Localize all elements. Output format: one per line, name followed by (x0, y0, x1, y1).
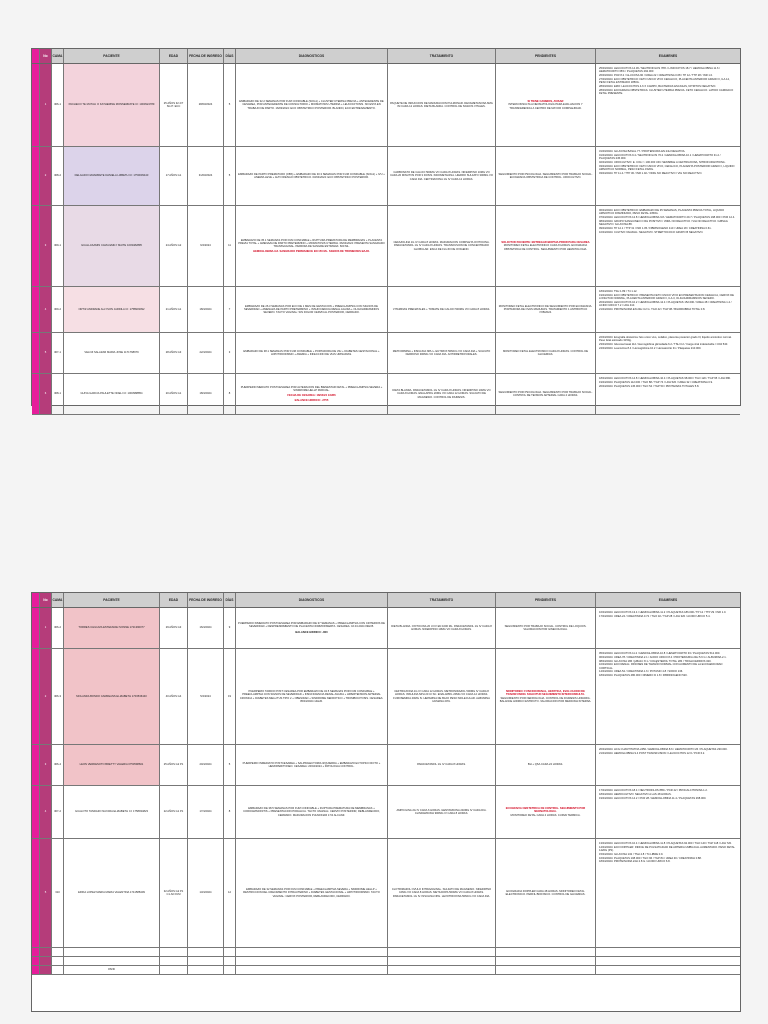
row-marker (32, 147, 40, 205)
diagnosis-cell (236, 786, 388, 838)
days-count: 7 (224, 287, 236, 332)
row-fecha (188, 948, 224, 956)
diagnosis-note: HEMOGLOBINA 9.8. SANGRADO PERMANECE EN 150 ML. SIGNOS DE TROMBOSIS BAJO. (253, 250, 370, 254)
diagnosis-cell (236, 649, 388, 744)
row-exam (596, 957, 740, 965)
bed-number: 306-2 (52, 608, 64, 648)
days-count: 11 (224, 206, 236, 286)
patient-age: 17 AÑOS G1 (160, 147, 188, 205)
patient-name: GUALOTO TANDAZO NAYARA ELIZABETH CI: 1758934823 (64, 786, 160, 838)
admission-date: 28/03/2024 (188, 64, 224, 146)
admission-date: 13/4/2024 (188, 839, 224, 947)
patient-row (32, 206, 740, 287)
row-pend (496, 948, 596, 956)
header-marker (32, 49, 40, 63)
row-number: 1 (40, 64, 52, 146)
diagnosis-cell (236, 206, 388, 286)
diagnosis-text: EMBARAZO DE 32 SEMANAS POR FUM CONFIABLE + PREECLAMPSIA SEVERA + SINDROME HELLP + RESTRICCION DEL CRECIMIENTO INTRAUTERINO + DIABETES GESTACIONAL + HIPOTIROIDISMO. TACTO VAGINAL: CERVIX POSTERIOR, REBLANDECIDO, CERRADO. (243, 888, 380, 898)
admission-date: 20/4/2024 (188, 745, 224, 785)
row-paciente (64, 948, 160, 956)
diagnosis-cell (236, 608, 388, 648)
pending-text: MONITOREO FETAL ELECTRONICO CADA 8 HORAS. CONTROL DE GLICEMIAS. (502, 349, 589, 356)
exam-line: 05/04/2024: LEUCOCITOS 11.2 / HEMOGLOBINA 10.8 / HEMATOCRITO 33 / PLAQUETAS 512.000. (599, 652, 721, 655)
diagnosis-cell (236, 147, 388, 205)
row-number: 3 (40, 745, 52, 785)
pending-cell (496, 786, 596, 838)
row-marker (32, 649, 40, 744)
days-count: 5 (224, 147, 236, 205)
pending-cell (496, 649, 596, 744)
diagnosis-cell (236, 333, 388, 373)
exam-line: 08/04/2024: GLUCOSA 186 / HBA1C 8.1 / COLESTEROL TOTAL 284 / TRIGLICERIDOS 320. (599, 659, 712, 663)
row-marker (32, 839, 40, 947)
diagnosis-text: EMBARAZO DE 32.2 SEMANAS POR FUM CONFIABLE (SOG1) + CLUSTER UTERINA PREVIA + ANTECEDENTE DE CESAREA, POR ANTECEDENTE DE CONSULTORIO + MIOMATOSIS UTERINA + LEUCOCITOSIS. NO ESTA EN TRABAJO DE PARTO. 16/03/2024: ECO OBSTETRICO POSTERIOR. BLANDO, ECO ENTRENAMIENTO. (239, 100, 384, 110)
row-edad (160, 948, 188, 956)
row-cama (52, 966, 64, 974)
exam-line: 25/03/2024: LEUCOCITOS 14.36 / NEUTROFILOS 78% / LINFOCITOS 18.7 / HEMOGLOBINA 11.6 / HEMATOCRITO 35% / PLAQUETAS 292.000 (599, 67, 720, 74)
diagnosis-text: PUERPERIO INMEDIATO POSTCESAREA POR EMBARAZO DE 37 SEMANAS + PREECLAMPSIA CON CRITERIOS DE SEVERIDAD + DESPRENDIMIENTO DE PLACENTA NORMOINSERTA. CESAREA: 16.04.2024 09H05. (238, 622, 385, 629)
row-no (40, 966, 52, 974)
admission-date: 18/4/2024 (188, 374, 224, 414)
row-number: 2 (40, 649, 52, 744)
bed-number: 306-1 (52, 64, 64, 146)
row-diag (236, 957, 388, 965)
patient-age: 22 AÑOS G1 P1 (160, 786, 188, 838)
exams-cell (596, 649, 740, 744)
exam-line: 26/03/2024: PCR 8.2 / GLUCOSA 90 / UREA 22 / CREATININA 0.68 / TP 12 / TTP 28 / INR 1.0. (599, 74, 713, 77)
pending-cell (496, 333, 596, 373)
patient-row (32, 287, 740, 333)
exam-line: 14/04/2024: UREA 54 / CREATININA 1.6 / POTASIO 4.8 / SODIO 136. (599, 670, 683, 674)
exam-line: 17/04/2024: UREA 24 / CREATININA 0.72 / TGO 32 / TGP 28 / LDH 320 / ACIDO URICO 5.4. (599, 614, 711, 618)
row-marker (32, 608, 40, 648)
row-no (40, 948, 52, 956)
exam-line: 16/04/2024: PLAQUETAS 108.000 / TGO 96 / TGP 84 / UREA 30 / CREATININA 0.88. (599, 856, 702, 860)
exam-line: 19/04/2024: PLAQUETAS 112.000 / TGO 88 / TGP 74 / LDH 520 / UREA 32 / CREATININA 0.9. (599, 380, 713, 384)
diagnosis-cell (236, 64, 388, 146)
exam-line: 08/04/2024: GRUPO SANGUINEO O RH POSITIVO / VDRL NO REACTIVO / VIH NO REACTIVO / HBSAG NEGATIVO / GLUCOSA 88. (599, 219, 728, 226)
diagnosis-note: BALANCE HIDRICO: -800 (295, 630, 328, 634)
row-fecha (188, 957, 224, 965)
exam-line: 18/04/2024: TSH 1.89 / T4 1.12. (599, 290, 638, 293)
header-paciente: PACIENTE (64, 593, 160, 607)
bed-number: 308-1 (52, 374, 64, 414)
pending-text: INTERCONSULTA A NEONATOLOGIA PARA EVALUACION Y TRANSFERENCIA A CENTRO DE MAYOR COMPLEJIDAD. (508, 103, 583, 110)
row-fecha (188, 966, 224, 974)
admission-date: 18/4/2024 (188, 287, 224, 332)
census-sheet-2 (31, 592, 741, 1012)
patient-age: 20 AÑOS G1 (160, 374, 188, 414)
exam-line: 31/03/2024: GLUCOSA BASAL 77 / PROTEINURIA EN 24H NEGATIVA. (599, 150, 686, 153)
days-count: 3 (224, 333, 236, 373)
exams-cell (596, 287, 740, 332)
row-number: 5 (40, 333, 52, 373)
pending-alert: SOLICITUD PACIENTE: ENTREGAR BIOPSIA PRIOR PARA CESAREA (501, 241, 590, 245)
row-edad (160, 957, 188, 965)
row-marker (32, 948, 40, 956)
patient-rows (32, 64, 740, 415)
header-cama: CAMA (52, 49, 64, 63)
bed-number: 307-2 (52, 786, 64, 838)
admission-date: 17/4/2024 (188, 786, 224, 838)
admission-date: 5/4/2024 (188, 649, 224, 744)
header-no: No (40, 593, 52, 607)
row-number: 6 (40, 374, 52, 414)
exams-cell (596, 64, 740, 146)
patient-age: 40 AÑOS G4 (160, 649, 188, 744)
header-edad: EDAD (160, 593, 188, 607)
diagnosis-text: EMBARAZO DE PARTO PREMATURO (OBS) + EMBARAZO DE 30.3 SEMANAS POR FUM CONFIABLE (SOG1) + IVU + ANEMIA LEVE + ALTO RIESGO OBSTETRICO. 03/04/2024: ECO OBSTETRICO POSTERIOR. (238, 172, 385, 179)
exam-line: 07/04/2024: LEUCOCITOS 12.8 / HEMOGLOBINA 9.8 / HEMATOCRITO 29.7 / PLAQUETAS 198.000 / PCR 12.4. (599, 216, 735, 219)
row-paciente (64, 957, 160, 965)
header-pendientes: PENDIENTES (496, 49, 596, 63)
admission-date: 6/4/2024 (188, 206, 224, 286)
diagnosis-text: EMBARAZO DE 38.5 SEMANAS POR FUM CONFIABLE + RUPTURA PREMATURA DE MEMBRANAS + CORIOAMNIONITIS + PRESENTACION PODALICA. TACTO VAGINAL: CERVIX POSTERIOR, REBLANDECIDO, CERRADO. MADURACION PULMONAR 17/4 ALCANZ. (243, 807, 380, 817)
header-examenes: EXAMENES (658, 598, 678, 602)
header-marker (32, 593, 40, 607)
exams-cell (596, 745, 740, 785)
exam-line: 03/04/2024: ECO OBSTETRICO: FETO UNICO VIVO, CEFALICO, PLACENTA POSTERIOR GRADO I, LIQUIDO AMNIOTICO NORMAL, PESO FETAL 1520G. (599, 164, 735, 171)
patient-age: 32 AÑOS G2 P1 C1 A0 FUM (160, 839, 188, 947)
row-edad (160, 966, 188, 974)
exam-line: 27/03/2024: ECO OBSTETRICO: FETO UNICO VIVO CEFALICO, PLACENTA ANTERIOR GRADO II, ILA 14, PESO FETAL ESTIMADO 1850G. (599, 77, 730, 84)
header-tratamiento: TRATAMIENTO (388, 593, 496, 607)
header-diagnosticos: DIAGNOSTICOS (236, 593, 388, 607)
footer-row (32, 966, 740, 975)
treatment-text: PARACETAMOL 1G IV CADA 8 HORAS. (388, 745, 496, 785)
patient-name: GUALLASAMIN CAIZA EMILY MAITE 1003482895 (64, 206, 160, 286)
row-marker (32, 64, 40, 146)
exam-line: 01/04/2024: LEUCOCITOS 9.4 / NEUTROFILOS 70.2 / HEMOGLOBINA 10.1 / HEMATOCRITO 31.2 / PLAQUETAS 245.000. (599, 153, 721, 160)
exam-line: 13/04/2024: LEUCOCITOS 10.4 / HEMOGLOBINA 11.8 / PLAQUETAS 92.000 / TGO 140 / TGP 118 / LDH 720. (599, 842, 732, 845)
patient-row (32, 745, 740, 786)
header-diagnosticos: DIAGNOSTICOS (236, 49, 388, 63)
pending-text: MONITOREO FETAL ELECTRONICO CADA 8 HORAS. ECOGRAFIA OBSTETRICA DE CONTROL. SEGUIMIENTO POR HEMATOLOGIA. (503, 244, 588, 251)
admission-date: 22/4/2024 (188, 333, 224, 373)
patient-row (32, 147, 740, 206)
row-trat (388, 957, 496, 965)
row-dias (224, 948, 236, 956)
patient-name: VELOZ SALAZAR MARIA JOSE 1171768979 (64, 333, 160, 373)
pending-cell (496, 374, 596, 414)
days-count: 19 (224, 649, 236, 744)
exam-line: 18/04/2024: LEUCOCITOS 14.8 / HEMOGLOBINA 10.4 / PLAQUETAS 98.000 / TGO 120 / TGP 95 / LDH 680. (599, 377, 731, 380)
pending-cell (496, 608, 596, 648)
row-no (40, 957, 52, 965)
header-examenes: EXAMENES (658, 54, 678, 58)
days-count: 8 (224, 786, 236, 838)
row-number: 4 (40, 786, 52, 838)
treatment-text: CARBONATO DE CALCIO 500MG VO CADA 8 HORAS. NIFEDIPINO 10MG VO CADA 20 MINUTOS POR 3 DOSIS. INDOMETACINA. HIERRO SULFATO 300MG VO CADA DIA. CEFTRIAXONA 1G IV CADA 12 HORAS. (388, 147, 496, 205)
header-dias: DÍAS (224, 49, 236, 63)
row-diag (236, 966, 388, 974)
header-fecha: FECHA DE INGRESO (188, 49, 224, 63)
header-tratamiento: TRATAMIENTO (388, 49, 496, 63)
pending-text: BH + QSA CADA 24 HORAS. (527, 763, 564, 767)
row-marker (32, 206, 40, 286)
row-number: 2 (40, 147, 52, 205)
exam-line: 06/04/2024: ECO OBSTETRICO: EMBARAZO DE 35 SEMANAS, PLACENTA PREVIA TOTAL, LIQUIDO AMNIOTICO DISMINUIDO, PESO FETAL 2350G. (599, 209, 725, 216)
treatment-text: DIETA BLANDA. OXITOCINA 20 UI IV EN 1000 ML. PARACETAMOL 1G IV CADA 8 HORAS. NIFEDIPINO 10MG VO CADA 8 HORAS. (388, 608, 496, 648)
exam-line: 19/04/2024: ECO OBSTETRICO: PRESENTA FETO UNICO VIVO EN PRESENTACION CEFALICA, CERVIX DE LONGITUD NORMAL, PLACENTA ANTERIOR GRADO I, ILA 3, OLIGOHIDRAMNIOS SEVERO. (599, 293, 734, 300)
patient-row (32, 64, 740, 147)
row-pend (496, 966, 596, 974)
exam-line: 15/04/2024: GLUCOSA 132 / TSH 4.8 / T4 LIBRE 0.9. (599, 852, 664, 856)
patient-age: 29 AÑOS G3 (160, 608, 188, 648)
treatment-text: CLOTRIMAZOL OVULO INTRAVAGINAL. SULFATO DE MAGNESIO. NIFEDIPINO 10MG VO CADA 8 HORAS. METILDOPA 500MG VO CADA 8 HORAS. PARACETAMOL 1G IV. INSULINA NPH. LEVOTIROXINA 50MCG VO CADA DIA. (388, 839, 496, 947)
patient-row (32, 786, 740, 839)
header-pendientes: PENDIENTES (496, 593, 596, 607)
row-marker (32, 957, 40, 965)
exam-line: 17/04/2024: LEUCOCITOS 18.4 / NEUTROFILOS 88% / PCR 42 / PROCALCITONINA 1.2. (599, 789, 708, 792)
pending-text: ECOGRAFIA DOPPLER CADA 48 HORAS. MONITOREO FETAL ELECTRONICO. PERFIL BIOFISICO. CONTROL DE GLICEMIAS. (505, 889, 586, 896)
treatment-text: CEFTRIAXONA 1G IV CADA 12 HORAS. METRONIDAZOL 500MG IV CADA 8 HORAS. INSULINA NPH 20 UI SC. ENALAPRIL 20MG VO CADA 12 HORAS. FUROSEMIDA 40MG IV. HEPARINA DE BAJO PESO MOLECULAR. ALBUMINA HUMANA 20%. (388, 649, 496, 744)
row-exam (596, 948, 740, 956)
row-marker (32, 287, 40, 332)
exam-line: 28/03/2024: ECOGRAFIA OBSTETRICA: CLUSTER UTERINA PREVIA. FETO CEFALICO. LATIDO CARDIACO FETAL PRESENTE. (599, 88, 734, 95)
patient-name: MOLANDA BONDO CARREANS ELIZABETH 1703536440 (64, 649, 160, 744)
exams-cell (596, 374, 740, 414)
exam-line: 20/04/2024: LEUCOCITOS 10.2 / HEMOGLOBINA 12.4 / PLAQUETAS 152.000 / UREA 48 / CREATININA 1.4 / ACIDO URICO 7.2 / LDH 410. (599, 300, 732, 307)
pending-cell (496, 287, 596, 332)
bed-number: 308-2 (52, 147, 64, 205)
pending-cell (496, 147, 596, 205)
patient-row (32, 608, 740, 649)
row-number: 5 (40, 839, 52, 947)
patient-name: ERIKA LOPEZ MARIA MARIA VALENTINA 1741588409 (64, 839, 160, 947)
bed-number: 306-3 (52, 649, 64, 744)
patient-row (32, 333, 740, 374)
row-dias (224, 966, 236, 974)
patient-row (32, 374, 740, 415)
diagnosis-text: PUERPERIO TARDIO POST CESAREA POR EMBARAZO DE 34.5 SEMANAS POR FUM CONFIABLE + PREECLAMPSIA CON SIGNOS DE SEVERIDAD + INSUFICIENCIA RENAL AGUDA + HIPERTENSION ARTERIAL CRONICA + DIABETES MELLITUS TIPO 2 + OBESIDAD + SINDROME NEFROTICO + TROMBOCITOSIS. CESAREA: 05/04/2024 14H20. (239, 690, 384, 703)
admission-date: 31/03/2024 (188, 147, 224, 205)
days-count: 9 (224, 608, 236, 648)
pending-alert: MONITOREO: FUNCION RENAL, HEPATICA, EVALUACION DE TRANSFUSION. SOLICITUD SEGUIMIENTO INTERCONSULTA. (506, 690, 585, 697)
exam-line: 02/04/2024: UROCULTIVO: E. COLI > 100.000 UFC SENSIBLE A CEFTRIAXONA, NITROFURANTOINA. (599, 160, 726, 164)
pending-cell (496, 745, 596, 785)
patient-name: TORRES CHILUIZA ESTEFANIE IVONNE 1721390077 (64, 608, 160, 648)
pending-text: MONITOREO FETAL ELECTRONICO DE SEGUIMIENTO POR ECOGRAFIA. PORTADORA DE OVAS MADURAS. TRATAMIENTO 1 ANTIBIOTICO 7/28/2024. (498, 304, 593, 315)
exam-line: 18/04/2024: HEMOCULTIVO: NEGATIVO A LAS 48 HORAS. (599, 792, 672, 796)
row-cama (52, 957, 64, 965)
exam-line: 20/04/2024: PLAQUETAS 145.000 / TGO 54 / TGP 50 / PROTEINAS TOTALES 5.8. (599, 384, 700, 388)
header-no: No (40, 49, 52, 63)
exam-line: 20/04/2024: HCG CUANTITATIVA 2450 / HEMOGLOBINA 8.6 / HEMATOCRITO 26 / PLAQUETAS 230.000. (599, 748, 728, 751)
pending-text: SEGUIMIENTO POR PSICOLOGIA. SEGUIMIENTO POR TRABAJO SOCIAL. ECOGRAFIA OBSTETRICA DE CONTROL. UROCULTIVO. (498, 172, 593, 179)
exam-line: 18/04/2024: PROTEINURIA 24H 2.8 G / ACIDO URICO 6.8. (599, 860, 671, 864)
patient-age: 25 AÑOS 32 2/7 SG P: ECC (160, 64, 188, 146)
bed-number: 309-2 (52, 287, 64, 332)
empty-row (32, 957, 740, 966)
patient-row (32, 649, 740, 745)
patient-name: PACHECO TE MUTALI O KATHERINE MONSERRATE CI: 1003924789 (64, 64, 160, 146)
treatment-text: PAQUETE DE INDUCCION DE MADURACION PULMONAR. DEXAMETASONA 6MG IM CADA 12 HORAS. DIETA BLANDA. CONTROL DE SIGNOS VITALES. (388, 64, 496, 146)
exam-line: 14/04/2024: ECO DOPPLER: INDICE DE PULSATILIDAD DE ARTERIA UMBILICAL AUMENTADO. PESO FETAL 1420G (P3). (599, 845, 735, 852)
pending-cell (496, 206, 596, 286)
row-number: 4 (40, 287, 52, 332)
diagnosis-note: BALANCE HIDRICO: -2755 (294, 399, 329, 403)
patient-age: 25 AÑOS G2 P1 (160, 745, 188, 785)
exam-line: 21/04/2024: HEMOGLOBINA 9.4 POST TRANSFUSION / LEUCOCITOS 12.6 / PCR 6.2. (599, 751, 706, 755)
exam-line: 03/04/2024: TP 11.4 / TTP 30 / INR 1.02 / VDRL NO REACTIVO / VIH NO REACTIVO. (599, 171, 703, 175)
days-count: 12 (224, 839, 236, 947)
diagnosis-note: FECHA DE CESAREA: 18/04/24 13H56 (287, 394, 336, 397)
row-marker (32, 374, 40, 414)
empty-row (32, 948, 740, 957)
row-diag (236, 948, 388, 956)
pending-cell (496, 839, 596, 947)
exam-line: 16/04/2024: LEUCOCITOS 13.4 / HEMOGLOBINA 11.2 / PLAQUETAS 186.000 / TP 12 / TTP 29 / INR 1.0. (599, 611, 727, 614)
exam-line: 18/04/2024: PLAQUETAS 480.000 / DIMERO D 1.8 / FIBRINOGENO 520. (599, 674, 688, 678)
patient-name: DELGADO NAVARRETE DANIELA LIZBETH CI: 1750039443 (64, 147, 160, 205)
exam-line: 28/03/2024: EMO: LEUCOCITOS 4-6 X CAMPO, BACTERIAS ESCASAS, NITRITOS NEGATIVO. (599, 84, 717, 88)
diagnosis-text: EMBARAZO DE 35.1 SEMANAS POR FUM CONFIABLE + RUPTURA PREMATURA DE MEMBRANAS + PLACENTA PREVIA TOTAL + AMENAZA DE PARTO PRETERMINO + MIOMATOSIS UTERINA. 06/04/2024: PRESENTA SANGRADO TRANSVAGINAL. PERDIDA DE SANGRE ESTIMADA: 600 ML. (238, 238, 385, 248)
header-fecha: FECHA DE INGRESO (188, 593, 224, 607)
diagnosis-text: PUERPERIO MEDIATO POSTCESAREA POR ALTERACION DEL BIENESTAR FETAL + PREECLAMPSIA SEVERA + SINDROME HELLP PARCIAL. (240, 385, 383, 392)
treatment-text: VITAMINAS PRENATALES + TOMATE DE CALCIO 500MG VO CADA 8 HORAS. (388, 287, 496, 332)
exams-cell (596, 608, 740, 648)
census-sheet-1 (31, 48, 741, 406)
row-trat (388, 948, 496, 956)
exam-line: 09/04/2024: TP 12.1 / TTP 31 / INR 1.05 / FIBRINOGENO 410 / UREA 18 / CREATININA 0.61. (599, 226, 712, 230)
row-pend (496, 957, 596, 965)
header-cama: CAMA (52, 593, 64, 607)
pending-text: SEGUIMIENTO POR PSICOLOGIA. SEGUIMIENTO POR TRABAJO SOCIAL. CONTROL DE TENSION ARTERIAL CADA 4 HORAS. (498, 390, 593, 397)
row-marker (32, 966, 40, 974)
table-header (32, 593, 740, 608)
diagnosis-text: EMBARAZO DE 38.1 SEMANAS POR FUM CONFIABLE + PORTADORA DE VIH + DIABETES GESTACIONAL + HIPOTIROIDISMO + ANEMIA + INFECCION DE VIAS URINARIAS. (243, 349, 380, 356)
patient-name: ORTIZ ANDRADE ALLYSON JARDILA CI: 1758903092 (64, 287, 160, 332)
patient-row (32, 839, 740, 948)
bed-number: 306-4 (52, 745, 64, 785)
exams-cell (596, 839, 740, 947)
pending-text: MONITOREO FETAL CADA 4 HORAS. CURVA TERMICA. (510, 813, 581, 817)
row-marker (32, 333, 40, 373)
row-marker (32, 786, 40, 838)
patient-name: GUIVA GARCIA PAULETTE NOELI CI: 1003988854 (64, 374, 160, 414)
row-marker (32, 745, 40, 785)
pending-cell (496, 64, 596, 146)
treatment-text: AMPICILINA 2G IV CADA 6 HORAS. GENTAMICINA 240MG IV CADA DIA. CLINDAMICINA 900MG IV CADA 8 HORAS. (388, 786, 496, 838)
diagnosis-cell (236, 374, 388, 414)
exam-line: 10/04/2024: ECO RENAL: RIÑONES DE TAMAÑO NORMAL CON AUMENTO DE LA ECOGENICIDAD CORTICAL. (599, 663, 723, 670)
exam-line: 19/04/2024: LEUCOCITOS 14.2 / PCR 28 / HEMOGLOBINA 11.4 / PLAQUETAS 268.000. (599, 796, 707, 800)
row-dias (224, 957, 236, 965)
row-trat (388, 966, 496, 974)
patient-age: 28 AÑOS G3 (160, 333, 188, 373)
pending-text: SEGUIMIENTO POR TRABAJO SOCIAL. CONTROL DE LOQUIOS. VALORACION POR GINECOLOGIA. (504, 624, 587, 631)
patient-age: 24 AÑOS G2 (160, 206, 188, 286)
table-header (32, 49, 740, 64)
exam-line: 23/04/2024: Glucosa basal 112 / Hemoglobina glicosilada 6.2 / TSH 3.2 / Carga viral indetectable / CD4 540. (599, 343, 728, 346)
exam-line: 24/04/2024: Leucocitos 8.4 / Hemoglobina 10.2 / Hematocrito 31 / Plaquetas 210.000. (599, 346, 702, 350)
pending-text: SEGUIMIENTO POR NEFROLOGIA. CONTROL DE DIURESIS HORARIA. BALANCE HIDRICO ESTRICTO. VALORACION POR MEDICINA INTERNA. (499, 696, 592, 703)
days-count: 8 (224, 374, 236, 414)
days-count: 5 (224, 64, 236, 146)
exam-line: 06/04/2024: UREA 78 / CREATININA 2.1 / ACIDO URICO 8.4 / PROTEINURIA 24H 5.6 G / ALBUMINA 2.1. (599, 655, 727, 659)
patient-rows (32, 608, 740, 948)
row-number: 1 (40, 608, 52, 648)
diagnosis-cell (236, 287, 388, 332)
header-dias: DÍAS (224, 593, 236, 607)
bed-number: 309-1 (52, 206, 64, 286)
exam-line: 10/04/2024: CULTIVO VAGINAL: NEGATIVO. STREPTOCOCO GRUPO B NEGATIVO. (599, 230, 704, 234)
admission-date: 16/4/2024 (188, 608, 224, 648)
patient-age: 21 AÑOS G1 (160, 287, 188, 332)
row-exam (596, 966, 740, 974)
header-edad: EDAD (160, 49, 188, 63)
diagnosis-cell (236, 839, 388, 947)
diagnosis-text: PUERPERIO INMEDIATO POSTCESAREA + SALPINGECTOMIA IZQUIERDA + EMBARAZO ECTOPICO ROTO + HEMOPERITONEO. CESAREA: 20/04/2024 + PATOLOGIA CONTROL. (242, 761, 381, 768)
exam-line: 21/04/2024: PROTEINURIA EN 24H 3.2 G. TGO 42 / TGP 38 / BILIRRUBINA TOTAL 0.8. (599, 307, 706, 311)
header-paciente: PACIENTE (64, 49, 160, 63)
row-number: 3 (40, 206, 52, 286)
diagnosis-text: EMBARAZO DE 26.3 SEMANAS POR ECO DE 1 MES DE GESTACION + PREECLAMPSIA CON SIGNOS DE SEVERIDAD + AMENAZA DE PARTO PRETERMINO + INSUFICIENCIA RENAL AGUDA + OLIGOHIDRAMNIOS SEVERO. TACTO VAGINAL: SIN DOLOR CERVICAL POSTERIOR, CERRADO. (243, 304, 380, 315)
treatment-text: METFORMINA + INSULINA NPH + EUTIROX 50MCG VO CADA DIA + SULFATO FERROSO 300MG VO CADA DIA. ANTIRRETROVIRALES. (388, 333, 496, 373)
footer-label: #N/D (64, 966, 160, 974)
diagnosis-cell (236, 745, 388, 785)
exams-cell (596, 206, 740, 286)
treatment-text: CEFAZOLINA 1G IV CADA 8 HORAS. MADURACION COMPLETA OXITOCINA. PARACETAMOL 1G IV CADA 8 HORAS. TRANSFUSION DE CONCENTRADO GLOBULAR. ESCA DE FLUJO DE OXIGENO. (388, 206, 496, 286)
bed-number: 307-1 (52, 333, 64, 373)
patient-name: LEON VERDESOTO BRETTY VALERIA 0753598601 (64, 745, 160, 785)
exams-cell (596, 147, 740, 205)
pending-alert: ECOGRAFIA OBSTETRICA DE CONTROL. SEGUIMIENTO POR NEONATOLOGIA. (505, 807, 586, 814)
bed-number: 310 (52, 839, 64, 947)
exams-cell (596, 333, 740, 373)
row-cama (52, 948, 64, 956)
treatment-text: DIETA BLANDA. PARACETAMOL 1G IV CADA 8 HORAS. NIFEDIPINO 10MG VO CADA 8 HORAS. ENALAPRIL 20MG VO CADA 12 HORAS. SULFATO DE MAGNESIO. CONTROL DE DIURESIS. (388, 374, 496, 414)
exams-cell (596, 786, 740, 838)
pending-alert: SI TIENE CAMBIOS, AVISAR (527, 100, 564, 104)
days-count: 5 (224, 745, 236, 785)
exam-line: 22/04/2024: Ecografia obstetrica: feto unico vivo, cefalico, placenta posterior grado III, liquido amniotico normal. Peso fetal estimado 3150g. (599, 336, 732, 343)
